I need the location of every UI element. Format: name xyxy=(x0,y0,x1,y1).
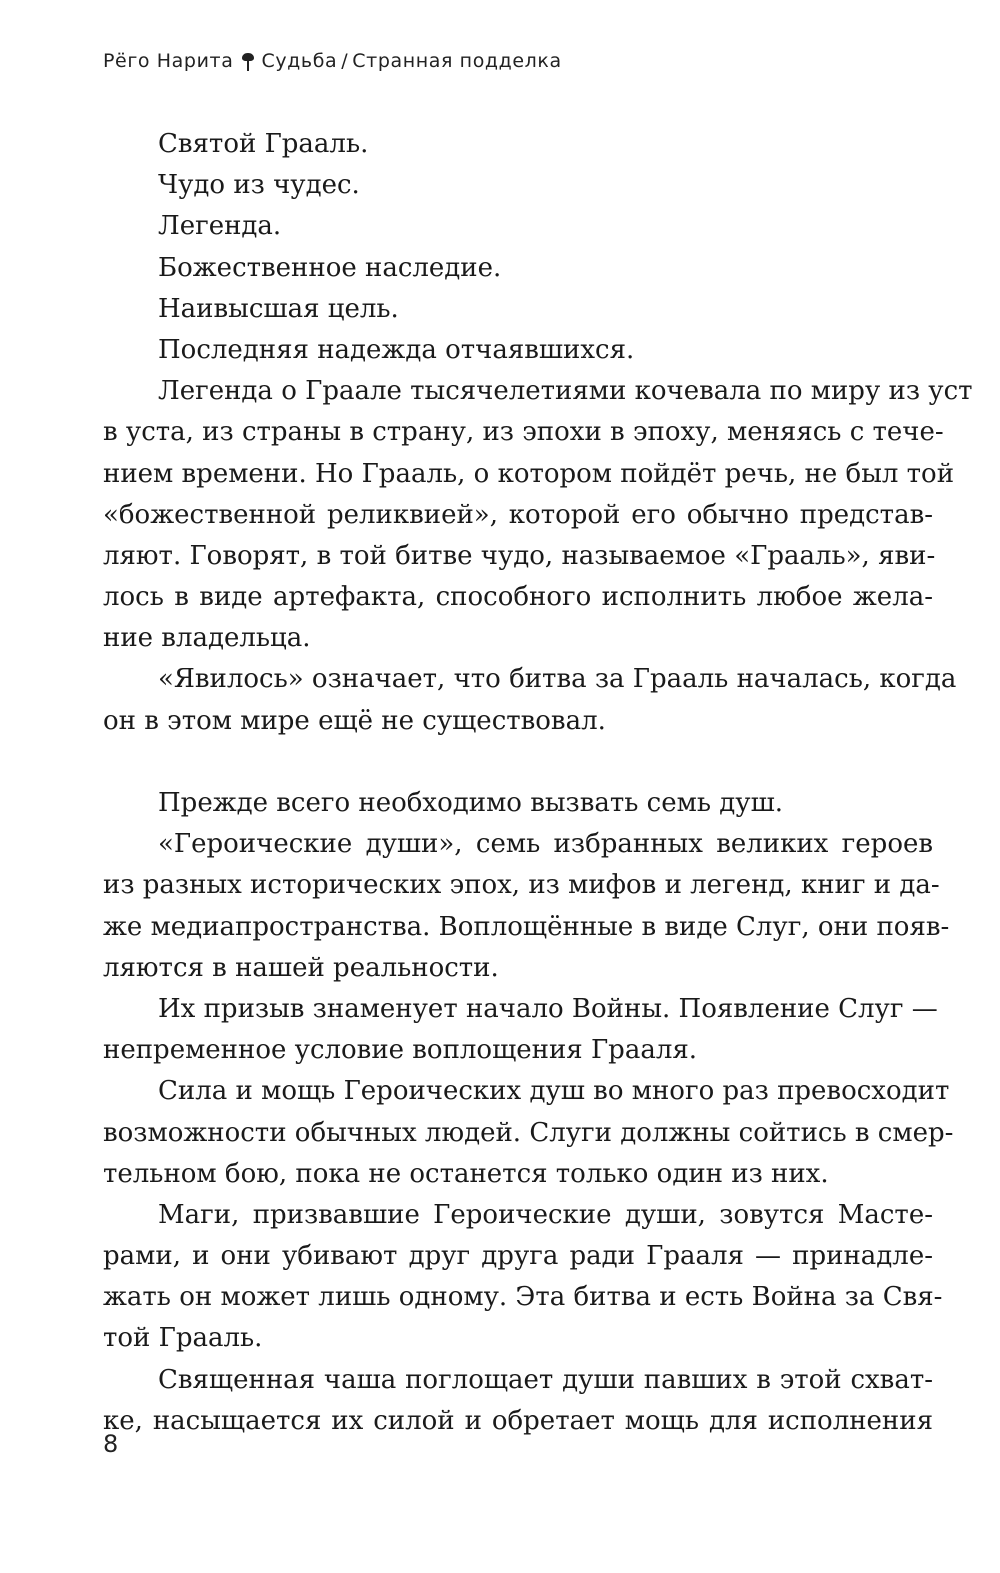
paragraph xyxy=(103,248,933,289)
text-line: Прежде всего необходимо вызвать семь душ. xyxy=(158,788,784,818)
text-line: Их призыв знаменует начало Войны. Появление Слуг — xyxy=(158,993,938,1024)
page-number: 8 xyxy=(103,1430,119,1458)
header-separator: / xyxy=(341,50,349,72)
text-line: Сила и мощь Героических душ во много раз превосходит xyxy=(158,1076,950,1107)
text-line: нием времени. Но Грааль, о котором пойдёт речь, не был той xyxy=(103,458,955,489)
text-line: лось в виде артефакта, способного исполнить любое жела- xyxy=(103,582,933,613)
text-line: ке, насыщается их силой и обретает мощь для исполнения xyxy=(103,1405,933,1436)
header-series: Судьба xyxy=(261,50,338,72)
text-line: Священная чаша поглощает души павших в этой схват- xyxy=(158,1364,933,1395)
text-line: Легенда о Граале тысячелетиями кочевала по миру из уст xyxy=(158,376,973,407)
paragraph xyxy=(103,1071,954,1195)
paragraph xyxy=(103,989,938,1071)
paragraph xyxy=(103,330,933,371)
text-line: тельном бою, пока не останется только один из них. xyxy=(103,1158,829,1189)
text-line: он в этом мире ещё не существовал. xyxy=(103,705,606,736)
text-line: возможности обычных людей. Слуги должны сойтись в смер- xyxy=(103,1117,954,1148)
paragraph xyxy=(103,1195,943,1360)
body-text xyxy=(103,124,973,1442)
text-line: «божественной реликвией», которой его обычно представ- xyxy=(103,499,933,530)
text-line: Наивысшая цель. xyxy=(158,293,399,324)
header-title: Странная подделка xyxy=(352,50,562,72)
paragraph xyxy=(103,206,933,247)
text-line: Легенда. xyxy=(158,211,282,242)
text-line: из разных исторических эпох, из мифов и легенд, книг и да- xyxy=(103,870,940,901)
series-emblem-icon xyxy=(241,52,255,72)
paragraph xyxy=(103,659,957,741)
text-line: Святой Грааль. xyxy=(158,129,369,159)
text-line: ние владельца. xyxy=(103,623,311,654)
paragraph xyxy=(103,783,933,824)
text-line: Чудо из чудес. xyxy=(158,170,360,201)
text-line: ляют. Говорят, в той битве чудо, называемое «Грааль», яви- xyxy=(103,540,936,571)
section-break xyxy=(103,742,933,783)
paragraph xyxy=(103,165,933,206)
text-line: рами, и они убивают друг друга ради Грааля — принадле- xyxy=(103,1241,933,1272)
text-line: же медиапространства. Воплощённые в виде Слуг, они появ- xyxy=(103,911,950,942)
header-author: Рёго Нарита xyxy=(103,50,234,72)
text-line: Последняя надежда отчаявшихся. xyxy=(158,334,635,365)
text-line: ляются в нашей реальности. xyxy=(103,952,499,983)
text-line: «Героические души», семь избранных великих героев xyxy=(158,829,933,860)
paragraph xyxy=(103,824,950,989)
paragraph xyxy=(103,371,973,659)
text-line: «Явилось» означает, что битва за Грааль началась, когда xyxy=(158,664,957,695)
text-line: Божественное наследие. xyxy=(158,252,502,283)
text-line: Маги, призвавшие Героические души, зовутся Масте- xyxy=(158,1199,933,1230)
paragraph xyxy=(103,289,933,330)
text-line: жать он может лишь одному. Эта битва и есть Война за Свя- xyxy=(103,1282,943,1313)
paragraph xyxy=(103,1360,933,1442)
text-line: непременное условие воплощения Грааля. xyxy=(103,1035,698,1066)
paragraph xyxy=(103,124,933,165)
text-line: в уста, из страны в страну, из эпохи в эпоху, меняясь с тече- xyxy=(103,417,944,448)
running-head xyxy=(103,50,562,72)
text-line: той Грааль. xyxy=(103,1323,263,1354)
